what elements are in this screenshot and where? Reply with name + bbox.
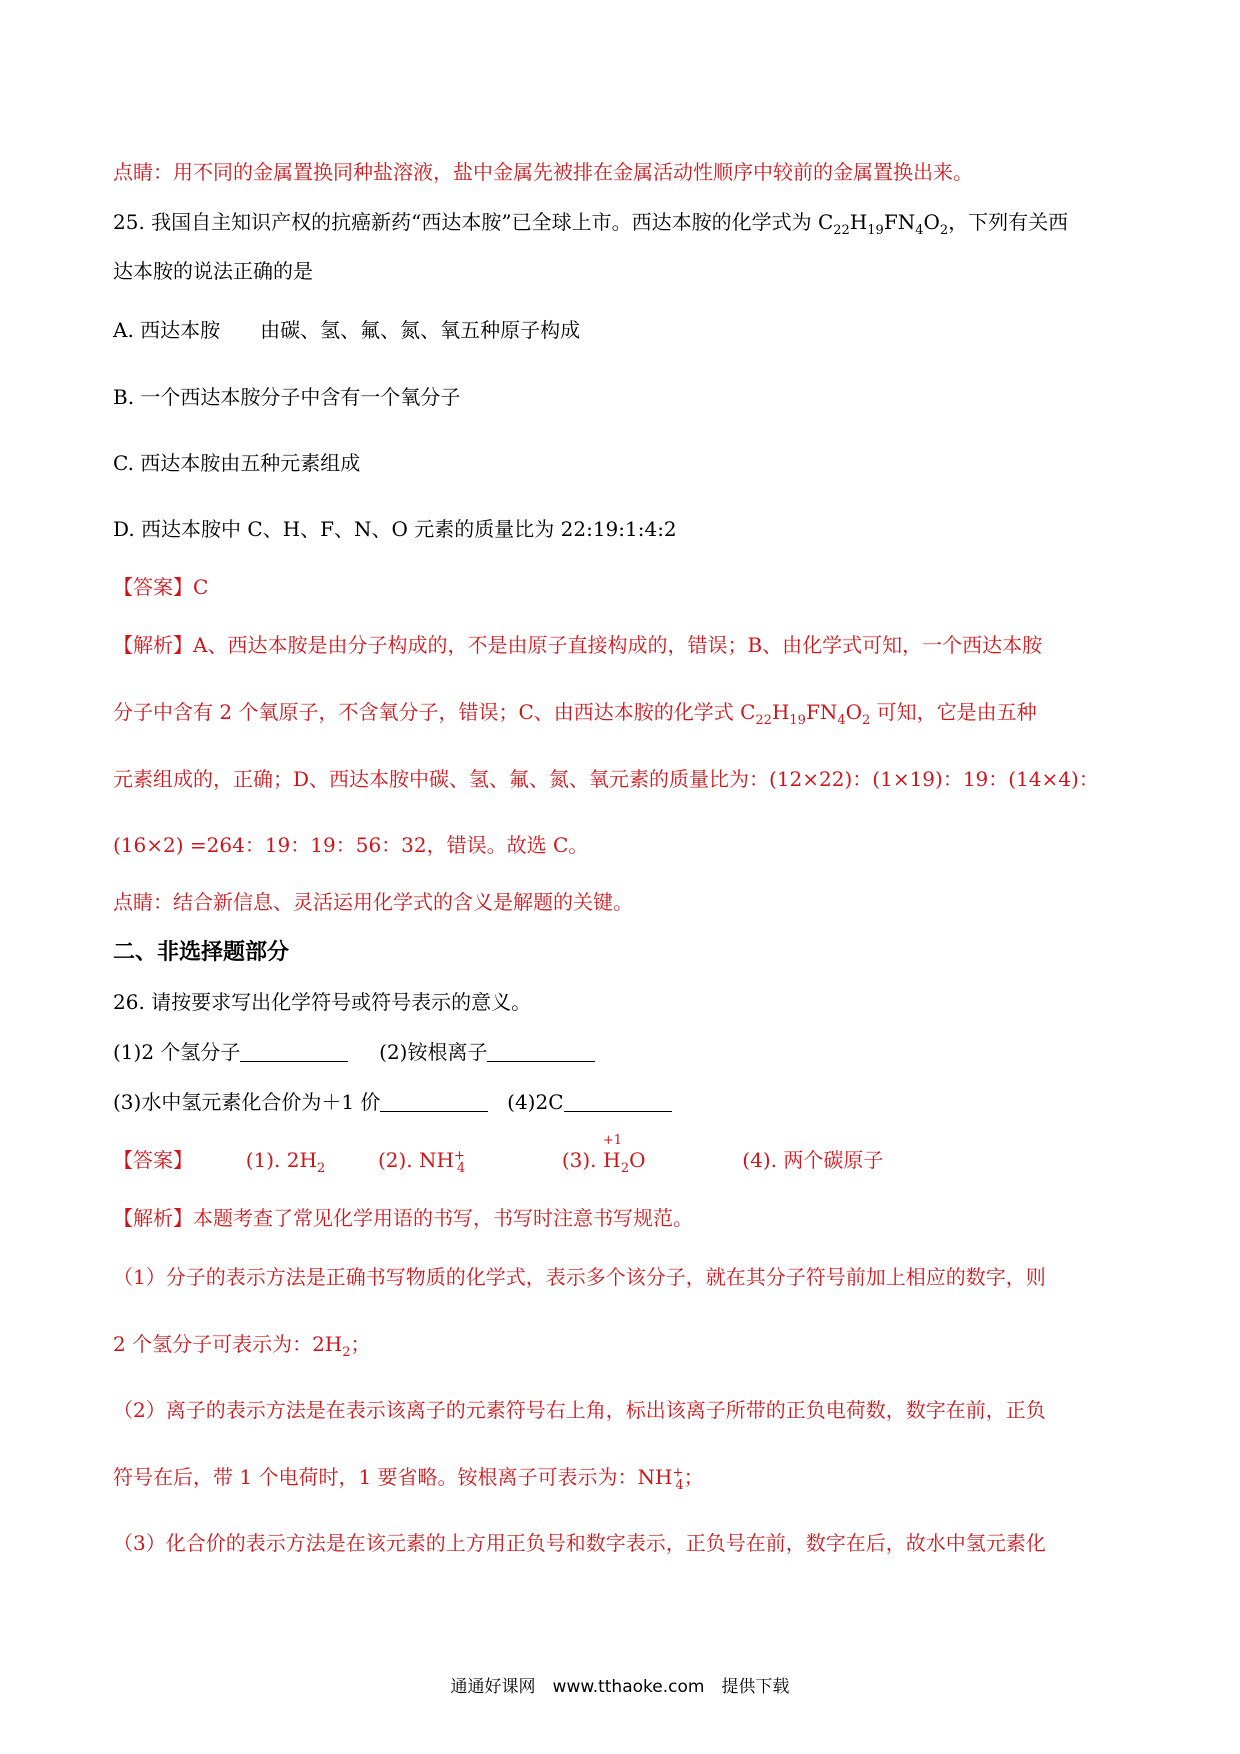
- answer-4: (4). 两个碳原子: [742, 1148, 884, 1172]
- q26-analysis-line4: （2）离子的表示方法是在表示该离子的元素符号右上角，标出该离子所带的正负电荷数，数字在前，正负: [113, 1398, 1046, 1422]
- q26-parts-row1: (1)2 个氢分子 (2)铵根离子: [113, 1040, 595, 1064]
- q26-analysis-line6: （3）化合价的表示方法是在该元素的上方用正负号和数字表示，正负号在前，数字在后，故水中氢元素化: [113, 1531, 1046, 1555]
- q26-stem: 26. 请按要求写出化学符号或符号表示的意义。: [113, 990, 532, 1014]
- q25-tip: 点睛：结合新信息、灵活运用化学式的含义是解题的关键。: [113, 890, 633, 914]
- answer-blank[interactable]: [564, 1091, 672, 1112]
- q26-parts-row2: (3)水中氢元素化合价为＋1 价 (4)2C: [113, 1090, 672, 1114]
- page-footer: 通通好课网 www.tthaoke.com 提供下载: [450, 1677, 790, 1697]
- q25-analysis-line3: 元素组成的，正确；D、西达本胺中碳、氢、氟、氮、氧元素的质量比为：(12×22)：(1×19)：19：(14×4)：: [113, 767, 1099, 791]
- q26-answer: [113, 1133, 884, 1176]
- q25-option-d: D. 西达本胺中 C、H、F、N、O 元素的质量比为 22:19:1:4:2: [113, 517, 677, 541]
- q25-analysis-line1: 【解析】A、西达本胺是由分子构成的，不是由原子直接构成的，错误；B、由化学式可知，一个西达本胺: [113, 633, 1043, 657]
- q25-answer: 【答案】C: [113, 575, 209, 599]
- section-title: 二、非选择题部分: [113, 939, 290, 965]
- answer-3: (3). +1 $H_2O$: [561, 1133, 646, 1176]
- q25-analysis-line2: 分子中含有 2 个氧原子，不含氧分子，错误；C、由西达本胺的化学式 $C_{22}H_{19}FN_4O_2$ 可知，它是由五种: [113, 700, 1037, 728]
- q25-stem: 25. 我国自主知识产权的抗癌新药“西达本胺”已全球上市。西达本胺的化学式为 $C_{22}H_{19}FN_4O_2$，下列有关西: [113, 210, 1069, 238]
- answer-blank[interactable]: [380, 1091, 488, 1112]
- q26-analysis-line1: 【解析】本题考查了常见化学用语的书写，书写时注意书写规范。: [113, 1206, 693, 1230]
- answer-label: 【答案】: [113, 1148, 193, 1172]
- q26-analysis-line2: （1）分子的表示方法是正确书写物质的化学式，表示多个该分子，就在其分子符号前加上相应的数字，则: [113, 1265, 1046, 1289]
- q25-option-b: B. 一个西达本胺分子中含有一个氧分子: [113, 385, 461, 409]
- answer-1: (1). $2H_2$: [245, 1148, 326, 1176]
- q26-analysis-line5: 符号在后，带 1 个电荷时，1 要省略。铵根离子可表示为：$NH^+_4$；: [113, 1465, 704, 1493]
- q25-option-a: A. 西达本胺 由碳、氢、氟、氮、氧五种原子构成: [113, 318, 581, 342]
- q25-stem-line2: 达本胺的说法正确的是: [113, 259, 313, 283]
- tip-previous: 点睛：用不同的金属置换同种盐溶液，盐中金属先被排在金属活动性顺序中较前的金属置换出来。: [113, 160, 973, 184]
- q26-analysis-line3: 2 个氢分子可表示为：$2H_2$；: [113, 1332, 371, 1360]
- answer-blank[interactable]: [487, 1041, 595, 1062]
- answer-2: (2). $NH^+_4$: [377, 1148, 466, 1176]
- q25-analysis-line4: (16×2) =264：19：19：56：32，错误。故选 C。: [113, 833, 589, 857]
- valence-h: +1 H: [602, 1133, 623, 1172]
- q25-option-c: C. 西达本胺由五种元素组成: [113, 451, 361, 475]
- answer-blank[interactable]: [240, 1041, 348, 1062]
